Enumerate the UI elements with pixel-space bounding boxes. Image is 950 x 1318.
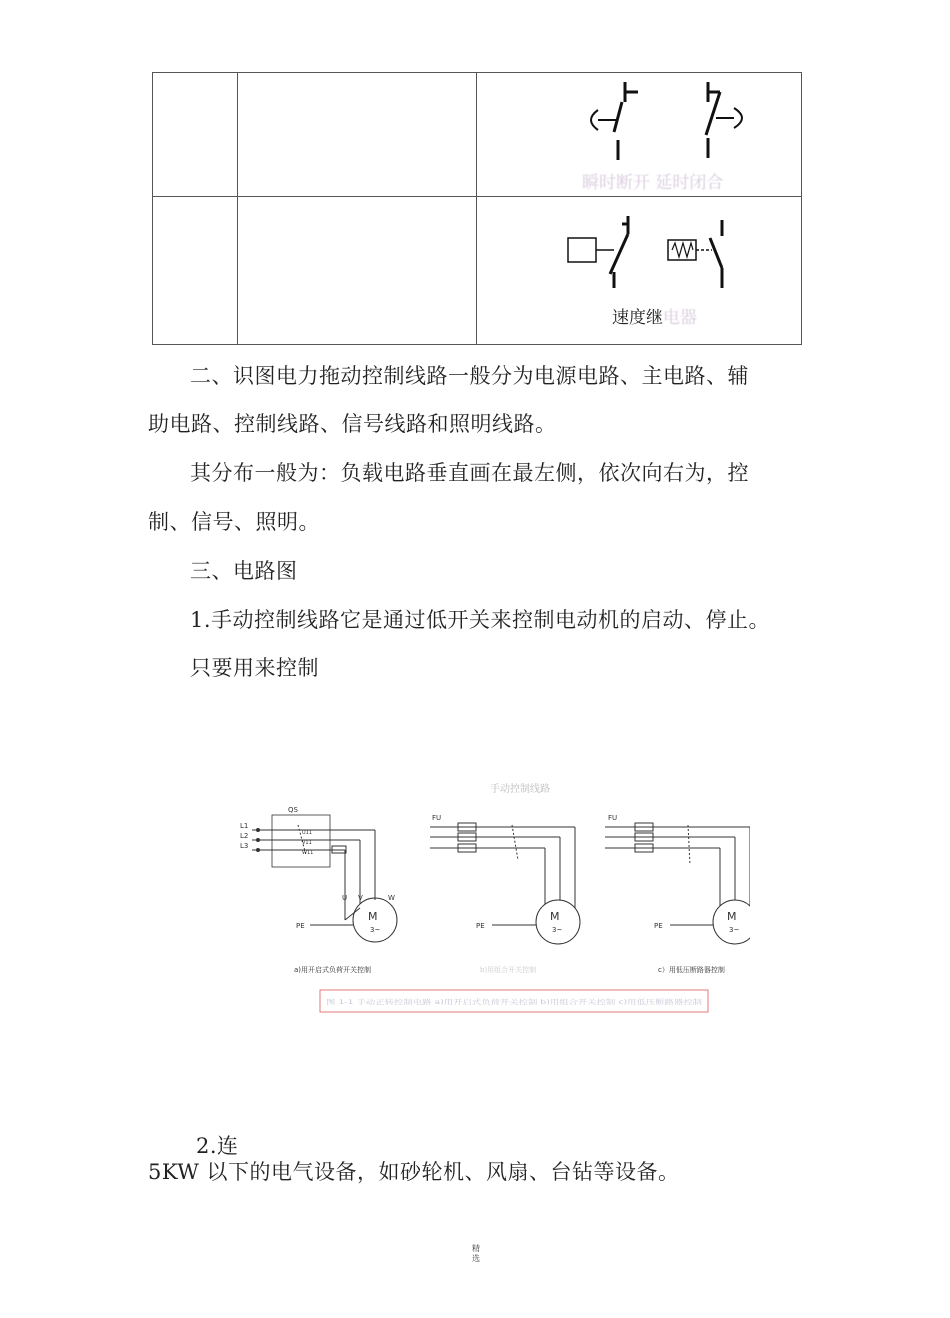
motor-terminal-v: V: [358, 894, 363, 902]
caption-b: b)用组合开关控制: [480, 966, 537, 974]
figure-title: 手动控制线路: [490, 784, 550, 795]
paragraph-4-line: 5KW 以下的电气设备，如砂轮机、风扇、台钻等设备。: [148, 1160, 680, 1184]
page-footer: 精选: [472, 1244, 480, 1263]
phase-l3-label: L3: [240, 842, 249, 850]
manual-control-circuit-figure: [230, 770, 750, 1020]
motor-b-label: M: [550, 910, 560, 923]
pe-a-label: PE: [296, 922, 305, 930]
section-heading: 三、电路图: [190, 559, 298, 583]
paragraph-4-fragment: 2.连: [196, 1134, 239, 1158]
phase-l2-label: L2: [240, 832, 249, 840]
terminal-v11: V11: [302, 840, 312, 846]
table-divider: [237, 73, 238, 344]
table-divider: [153, 196, 801, 197]
motor-terminal-u: U: [342, 894, 348, 902]
paragraph-3-line-2: 只要用来控制: [190, 656, 319, 680]
table-divider: [476, 73, 477, 344]
figure-note: 图 1-1 手动正转控制电路 a)用开启式负荷开关控制 b)用组合开关控制 c)用低压断路器控制: [326, 998, 588, 1006]
motor-c-label: M: [727, 910, 737, 923]
caption-a: a)用开启式负荷开关控制: [294, 966, 372, 974]
speed-relay-contact-symbols: [562, 212, 762, 302]
row1-caption: 瞬时断开 延时闭合: [582, 173, 724, 193]
row2-caption: 速度继电器: [612, 308, 697, 328]
motor-c-sub: 3~: [729, 926, 740, 934]
switch-label: QS: [288, 806, 298, 814]
motor-a-sub: 3~: [370, 926, 381, 934]
fuse-b-label: FU: [432, 814, 442, 822]
paragraph-2-line-1: 其分布一般为：负载电路垂直画在最左侧，依次向右为，控: [190, 461, 749, 485]
motor-terminal-w: W: [388, 894, 395, 902]
pe-c-label: PE: [654, 922, 663, 930]
phase-l1-label: L1: [240, 822, 249, 830]
caption-c: c）用低压断路器控制: [658, 966, 725, 974]
paragraph-1-line-1: 二、识图电力拖动控制线路一般分为电源电路、主电路、辅: [190, 364, 749, 388]
paragraph-1-line-2: 助电路、控制线路、信号线路和照明线路。: [148, 412, 557, 436]
fuse-c-label: FU: [608, 814, 618, 822]
motor-a-label: M: [368, 910, 378, 923]
paragraph-3-line-1: 1.手动控制线路它是通过低开关来控制电动机的启动、停止。: [190, 608, 771, 632]
pe-b-label: PE: [476, 922, 485, 930]
terminal-u11: U11: [302, 830, 313, 836]
motor-b-sub: 3~: [552, 926, 563, 934]
terminal-w11: W11: [302, 850, 314, 856]
paragraph-2-line-2: 制、信号、照明。: [148, 510, 320, 534]
